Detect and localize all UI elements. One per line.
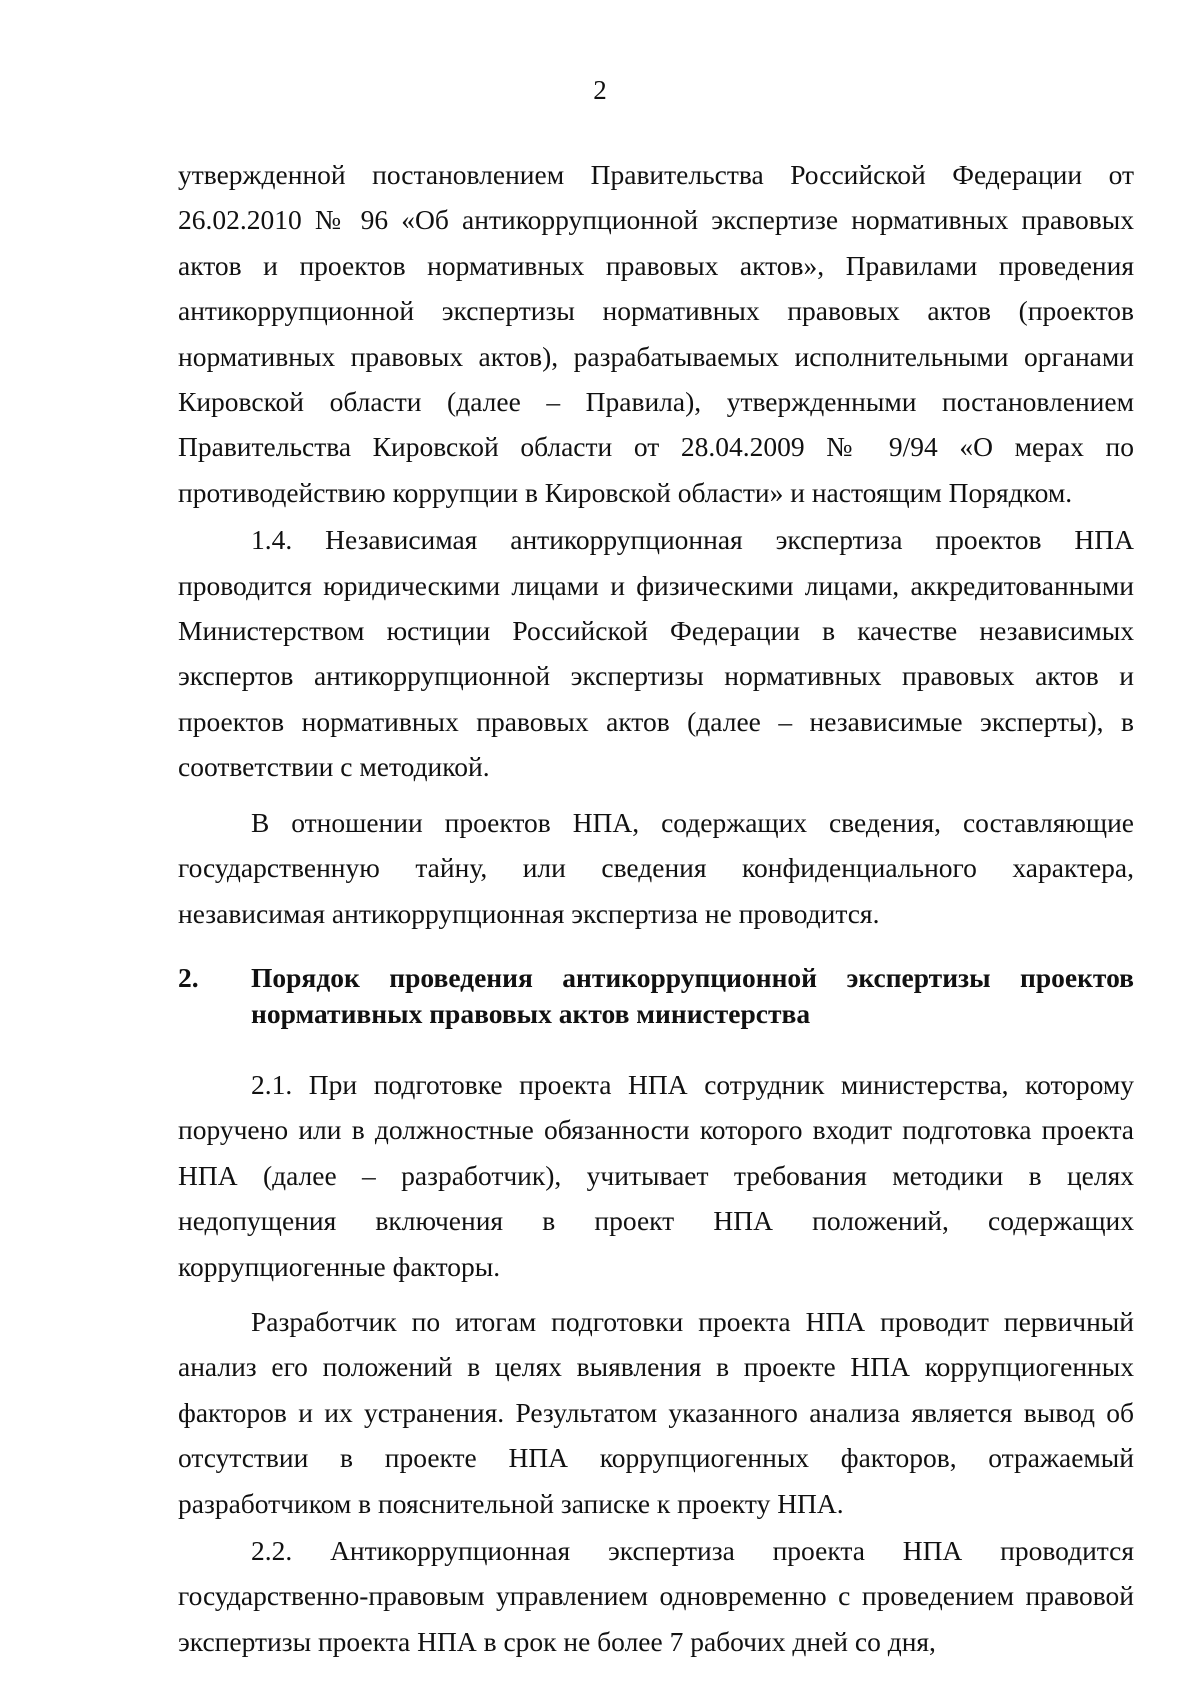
section-heading-number: 2. — [178, 961, 199, 993]
section-heading-title: Порядок проведения антикоррупционной экспертизы проектов нормативных правовых актов министерства — [251, 961, 1134, 1029]
paragraph-1-4: 1.4. Независимая антикоррупционная экспертиза проектов НПА проводится юридическими лицами и физическими лицами, аккредитованными Министерством юстиции Российской Федерации в качестве независимых экспертов антикоррупционной экспертизы нормативных правовых актов и проектов нормативных правовых актов (далее – независимые эксперты), в соответствии с методикой. — [178, 524, 1134, 783]
paragraph-continuation: утвержденной постановлением Правительства Российской Федерации от 26.02.2010 № 96 «Об антикоррупционной экспертизе нормативных правовых актов и проектов нормативных правовых актов», Правилами проведения антикоррупционной экспертизы нормативных правовых актов (проектов нормативных правовых актов), разрабатываемых исполнительными органами Кировской области (далее – Правила), утвержденными постановлением Правительства Кировской области от 28.04.2009 № 9/94 «О мерах по противодействию коррупции в Кировской области» и настоящим Порядком. — [178, 159, 1134, 508]
paragraph-state-secret: В отношении проектов НПА, содержащих сведения, составляющие государственную тайну, или сведения конфиденциального характера, независимая антикоррупционная экспертиза не проводится. — [178, 806, 1134, 929]
section-heading — [178, 960, 1134, 1032]
paragraph-2-2: 2.2. Антикоррупционная экспертиза проекта НПА проводится государственно-правовым управлением одновременно с проведением правовой экспертизы проекта НПА в срок не более 7 рабочих дней со дня, — [178, 1534, 1134, 1657]
document-body — [178, 152, 1134, 1664]
page-number: 2 — [593, 75, 607, 105]
paragraph-developer-analysis: Разработчик по итогам подготовки проекта НПА проводит первичный анализ его положений в целях выявления в проекте НПА коррупциогенных факторов и их устранения. Результатом указанного анализа является вывод об отсутствии в проекте НПА коррупциогенных факторов, отражаемый разработчиком в пояснительной записке к проекту НПА. — [178, 1305, 1134, 1519]
paragraph-2-1: 2.1. При подготовке проекта НПА сотрудник министерства, которому поручено или в должностные обязанности которого входит подготовка проекта НПА (далее – разработчик), учитывает требования методики в целях недопущения включения в проект НПА положений, содержащих коррупциогенные факторы. — [178, 1068, 1134, 1282]
